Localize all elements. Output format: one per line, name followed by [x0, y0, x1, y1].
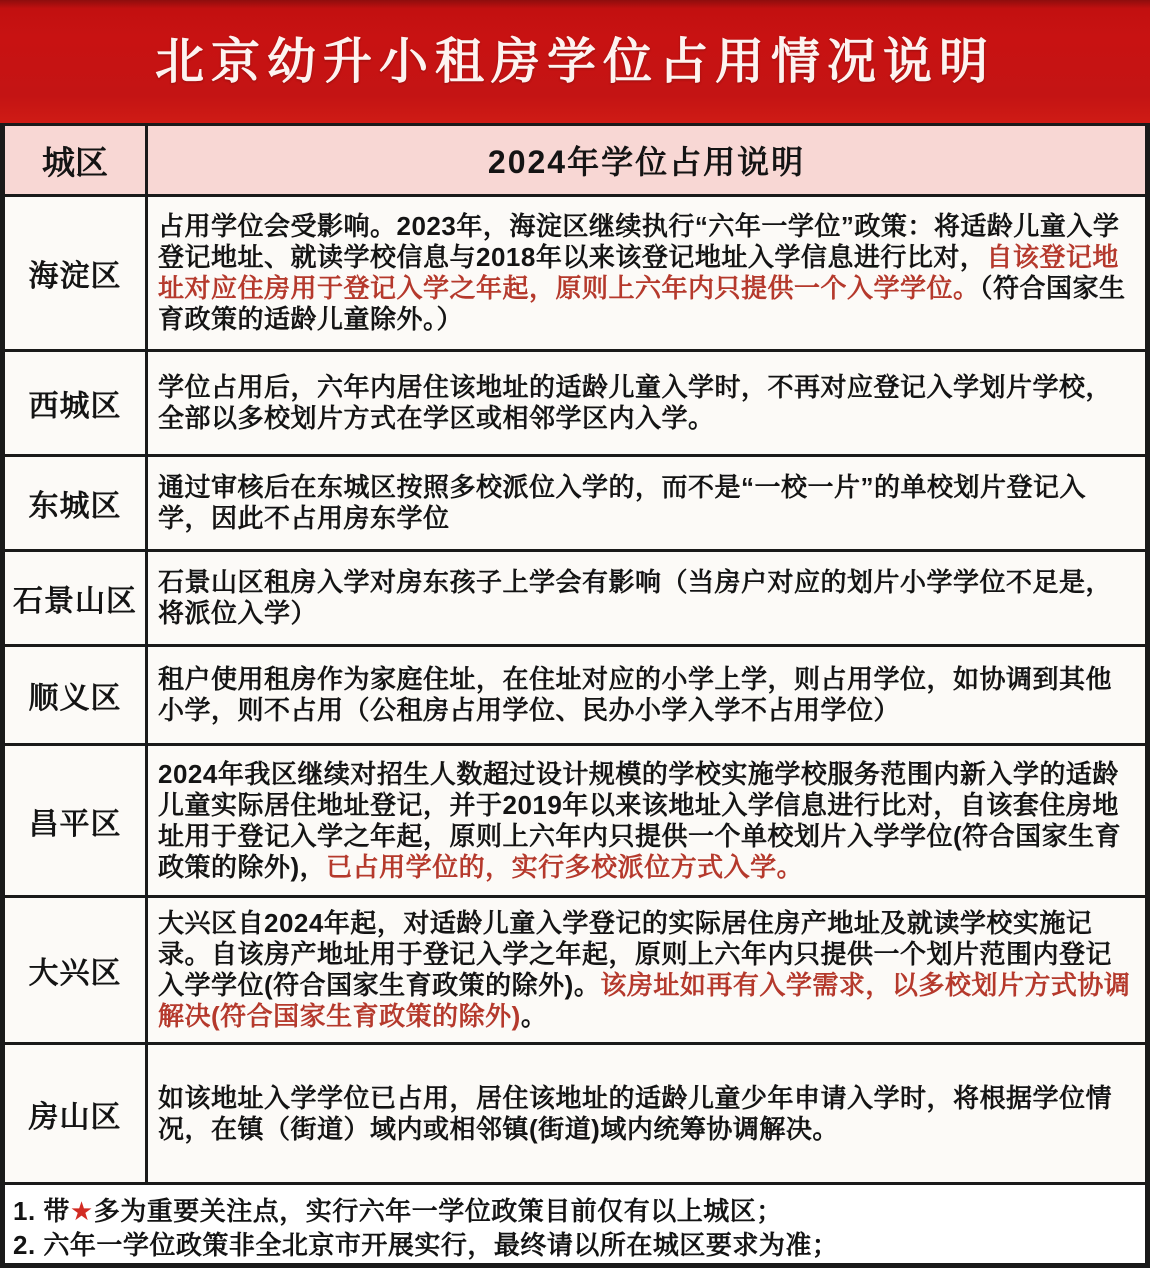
district-cell: 东城区 — [5, 457, 148, 549]
note-line — [13, 1194, 1135, 1228]
text-segment: ★ — [69, 1196, 94, 1226]
table-header-row — [5, 123, 1145, 197]
table-row — [5, 552, 1145, 647]
description-cell — [148, 552, 1145, 644]
text-segment: 2024年我区继续对招生人数超过设计规模的学校实施学校服务范围内新入学的适龄儿童实际居住地址登记，并于2019年以来该地址入学信息进行比对，自该套住房地址用于登记入学之年起，原则上六年内只提供一个单校划片入学学位(符合国家生育政策的除外)， — [158, 758, 1122, 882]
description-cell — [148, 746, 1145, 895]
table-frame — [0, 123, 1150, 1268]
text-segment: 占用学位会受影响。2023年，海淀区继续执行“六年一学位”政策：将适龄儿童入学登记地址、就读学校信息与2018年以来该登记地址入学信息进行比对， — [158, 211, 1120, 272]
text-segment: 石景山区租房入学对房东孩子上学会有影响（当房户对应的划片小学学位不足是，将派位入学） — [158, 567, 1113, 628]
district-cell: 西城区 — [5, 352, 148, 454]
table-row — [5, 898, 1145, 1045]
text-segment: 多为重要关注点，实行六年一学位政策目前仅有以上城区； — [93, 1196, 783, 1226]
text-segment: （符合国家生育政策的适龄儿童除外。） — [158, 273, 1126, 334]
description-cell — [148, 352, 1145, 454]
text-segment: 学位占用后，六年内居住该地址的适龄儿童入学时，不再对应登记入学划片学校，全部以多校划片方式在学区或相邻学区内入学。 — [158, 372, 1113, 433]
table-row — [5, 352, 1145, 457]
header-district-column: 城区 — [5, 126, 148, 194]
table-row — [5, 647, 1145, 746]
table-row — [5, 197, 1145, 352]
text-segment: 。 — [520, 1001, 548, 1031]
title-banner — [0, 0, 1150, 123]
table-row — [5, 1045, 1145, 1185]
text-segment: 1. 带 — [13, 1196, 70, 1226]
note-line — [13, 1228, 1135, 1262]
text-segment: 自该登记地址对应住房用于登记入学之年起，原则上六年内只提供一个入学学位。 — [158, 242, 1119, 303]
district-cell: 石景山区 — [5, 552, 148, 644]
page-title: 北京幼升小租房学位占用情况说明 — [154, 34, 995, 89]
district-cell: 大兴区 — [5, 898, 148, 1042]
description-cell — [148, 457, 1145, 549]
district-cell: 房山区 — [5, 1045, 148, 1182]
table-row — [5, 457, 1145, 552]
district-cell: 顺义区 — [5, 647, 148, 743]
text-segment: 大兴区自2024年起，对适龄儿童入学登记的实际居住房产地址及就读学校实施记录。自该房产地址用于登记入学之年起，原则上六年内只提供一个划片范围内登记入学学位(符合国家生育政策的除外)。 — [158, 908, 1113, 1000]
text-segment: 通过审核后在东城区按照多校派位入学的，而不是“一校一片”的单校划片登记入学，因此不占用房东学位 — [158, 472, 1087, 533]
description-cell — [148, 647, 1145, 743]
district-cell: 海淀区 — [5, 197, 148, 349]
description-cell — [148, 898, 1145, 1042]
description-cell — [148, 1045, 1145, 1182]
text-segment: 已占用学位的，实行多校派位方式入学。 — [326, 851, 804, 882]
header-description-column: 2024年学位占用说明 — [487, 144, 806, 180]
description-cell — [148, 197, 1145, 349]
table-body — [5, 197, 1145, 1185]
table-row — [5, 746, 1145, 898]
footer-notes — [5, 1185, 1145, 1263]
text-segment: 如该地址入学学位已占用，居住该地址的适龄儿童少年申请入学时，将根据学位情况，在镇（街道）域内或相邻镇(街道)域内统筹协调解决。 — [158, 1082, 1113, 1144]
text-segment: 租户使用租房作为家庭住址，在住址对应的小学上学，则占用学位，如协调到其他小学，则不占用（公租房占用学位、民办小学入学不占用学位） — [158, 664, 1113, 725]
text-segment: 该房址如再有入学需求，以多校划片方式协调解决(符合国家生育政策的除外) — [158, 970, 1131, 1031]
district-cell: 昌平区 — [5, 746, 148, 895]
text-segment: 2. 六年一学位政策非全北京市开展实行，最终请以所在城区要求为准； — [13, 1230, 839, 1260]
